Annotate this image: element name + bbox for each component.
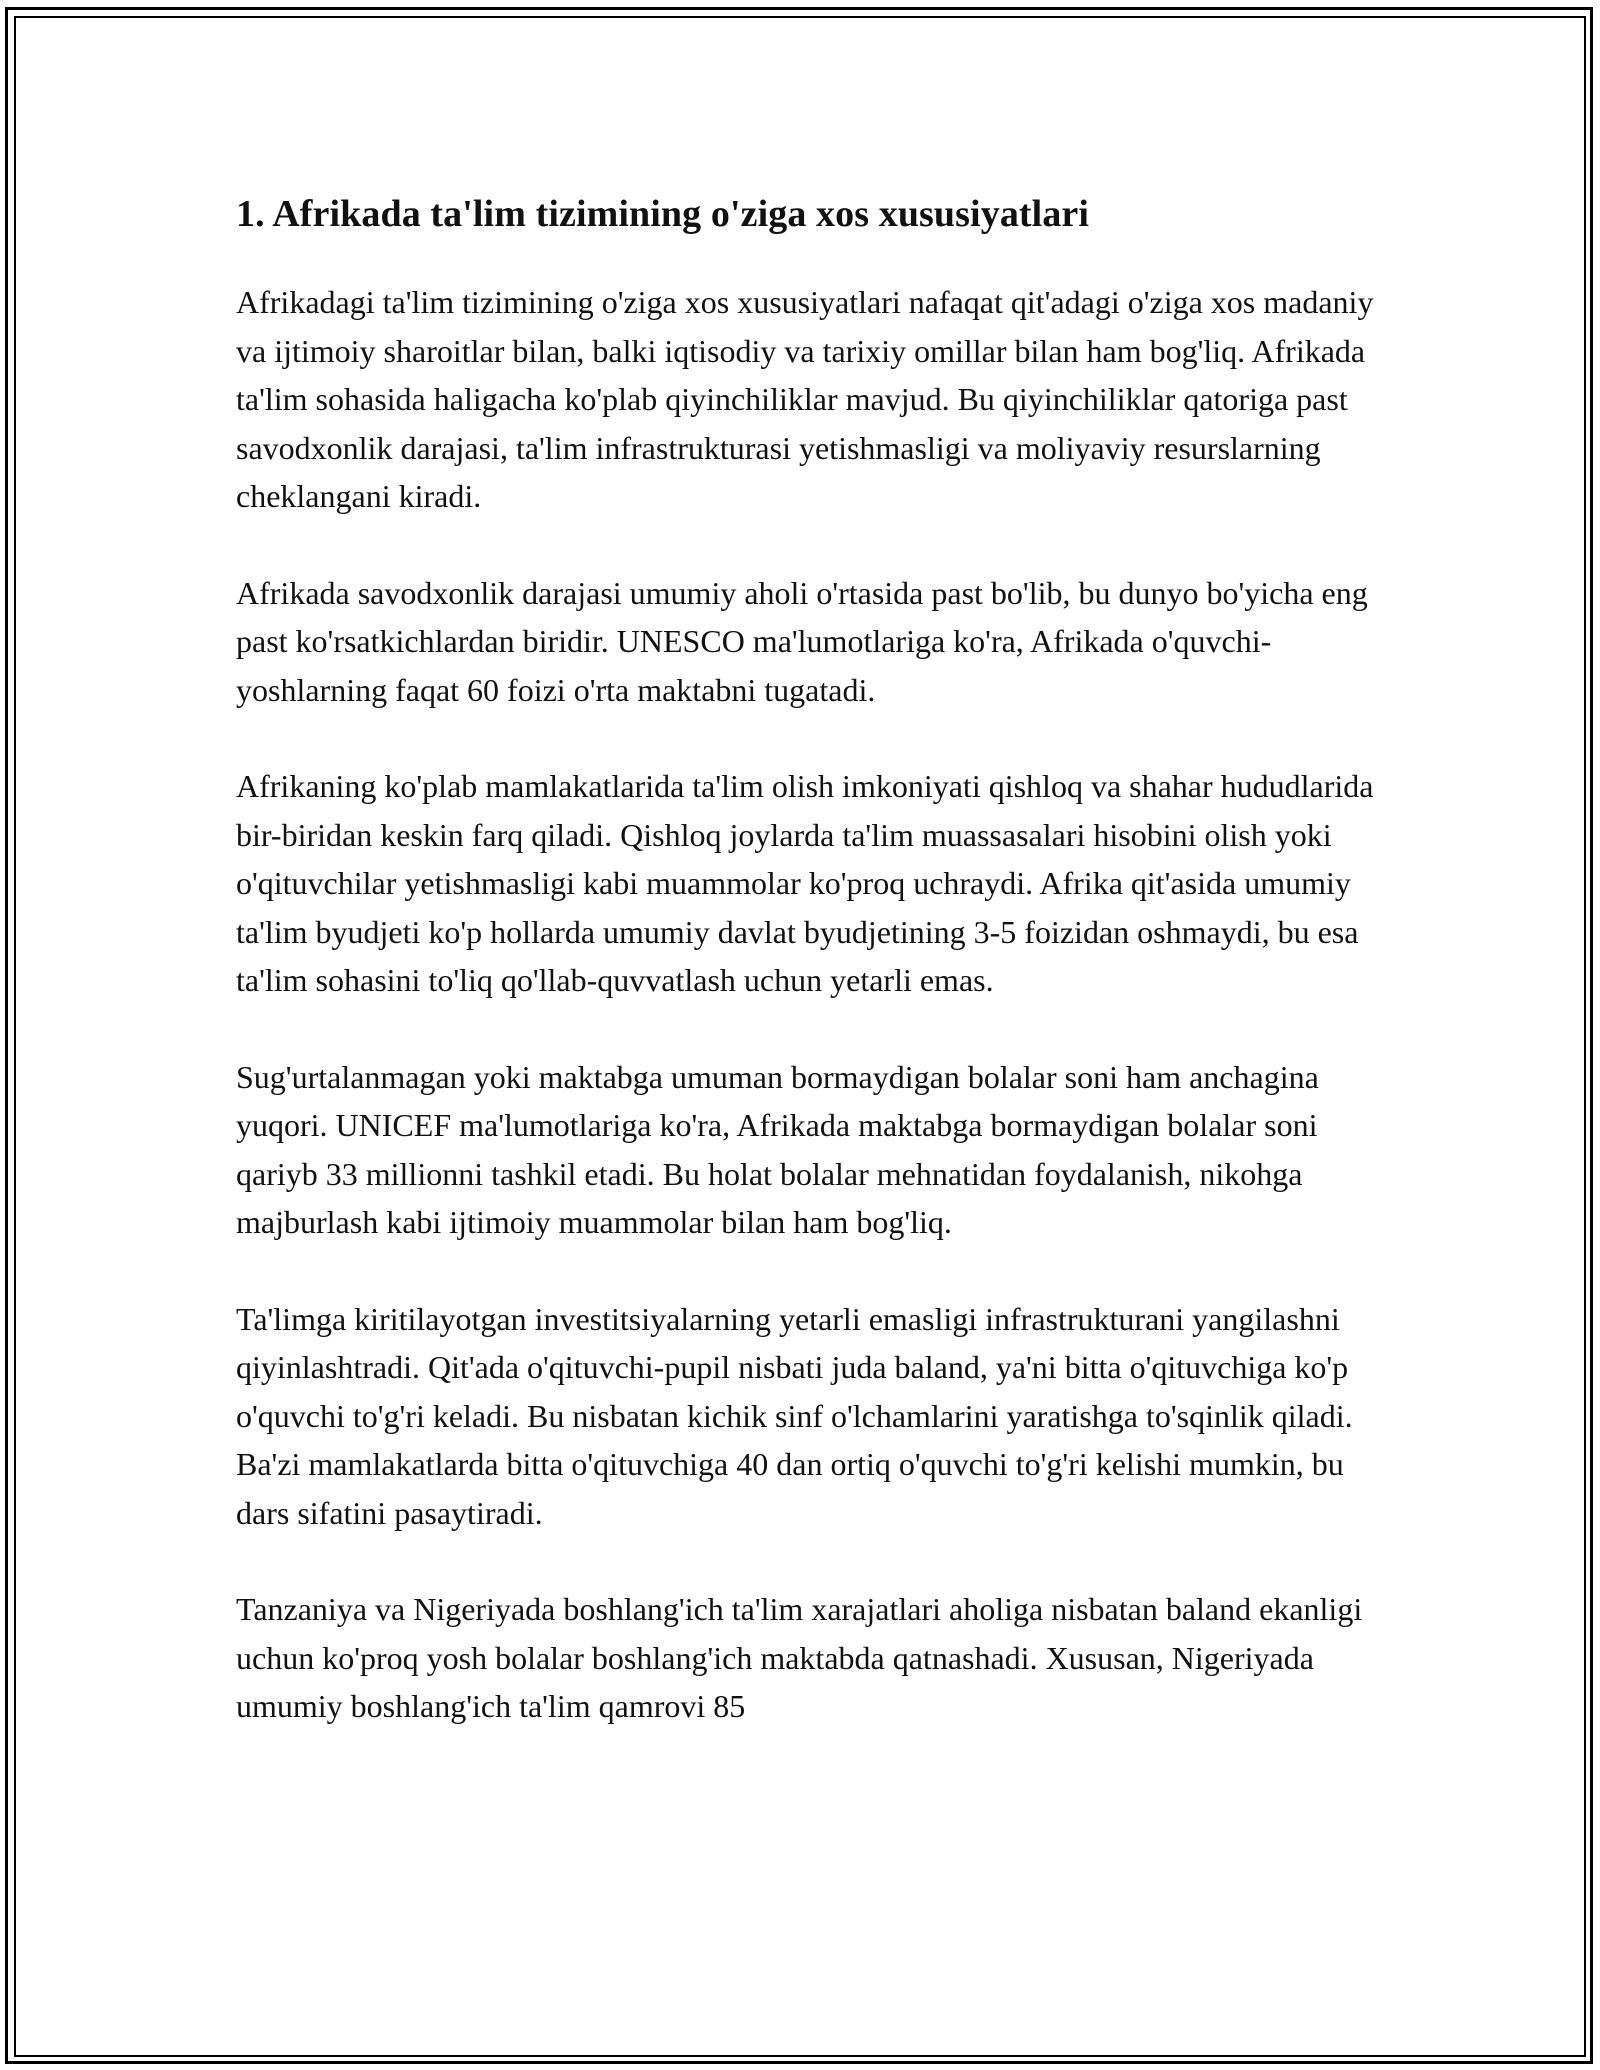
- paragraph-6: Tanzaniya va Nigeriyada boshlang'ich ta'lim xarajatlari aholiga nisbatan baland ekanligi uchun ko'proq yosh bolalar boshlang'ich maktabda qatnashadi. Xususan, Nigeriyada umumiy boshlang'ich ta'lim qamrovi 85: [236, 1591, 1363, 1724]
- paragraph-5: Ta'limga kiritilayotgan investitsiyalarning yetarli emasligi infrastrukturani yangilashni qiyinlashtradi. Qit'ada o'qituvchi-pupil nisbati juda baland, ya'ni bitta o'qituvchiga ko'p o'quvchi to'g'ri keladi. Bu nisbatan kichik sinf o'lchamlarini yaratishga to'sqinlik qiladi. Ba'zi mamlakatlarda bitta o'qituvchiga 40 dan ortiq o'quvchi to'g'ri kelishi mumkin, bu dars sifatini pasaytiradi.: [236, 1300, 1353, 1531]
- section-heading: 1. Afrikada ta'lim tizimining o'ziga xos xususiyatlari: [236, 193, 1090, 235]
- paragraph-1: Afrikadagi ta'lim tizimining o'ziga xos xususiyatlari nafaqat qit'adagi o'ziga xos madaniy va ijtimoiy sharoitlar bilan, balki iqtisodiy va tarixiy omillar bilan ham bog'liq. Afrikada ta'lim sohasida haligacha ko'plab qiyinchiliklar mavjud. Bu qiyinchiliklar qatoriga past savodxonlik darajasi, ta'lim infrastrukturasi yetishmasligi va moliyaviy resurslarning cheklangani kiradi.: [236, 284, 1374, 514]
- paragraph-2: Afrikada savodxonlik darajasi umumiy aholi o'rtasida past bo'lib, bu dunyo bo'yicha eng past ko'rsatkichlardan biridir. UNESCO ma'lumotlariga ko'ra, Afrikada o'quvchi-yoshlarning faqat 60 foizi o'rta maktabni tugatadi.: [236, 574, 1368, 708]
- paragraph-3: Afrikaning ko'plab mamlakatlarida ta'lim olish imkoniyati qishloq va shahar hududlarida bir-biridan keskin farq qiladi. Qishloq joylarda ta'lim muassasalari hisobini olish yoki o'qituvchilar yetishmasligi kabi muammolar ko'proq uchraydi. Afrika qit'asida umumiy ta'lim byudjeti ko'p hollarda umumiy davlat byudjetining 3-5 foizidan oshmaydi, bu esa ta'lim sohasini to'liq qo'llab-quvvatlash uchun yetarli emas.: [236, 768, 1374, 998]
- paragraph-4: Sug'urtalanmagan yoki maktabga umuman bormaydigan bolalar soni ham anchagina yuqori. UNICEF ma'lumotlariga ko'ra, Afrikada maktabga bormaydigan bolalar soni qariyb 33 millionni tashkil etadi. Bu holat bolalar mehnatidan foydalanish, nikohga majburlash kabi ijtimoiy muammolar bilan ham bog'liq.: [236, 1058, 1319, 1240]
- document-page: [236, 184, 1376, 1779]
